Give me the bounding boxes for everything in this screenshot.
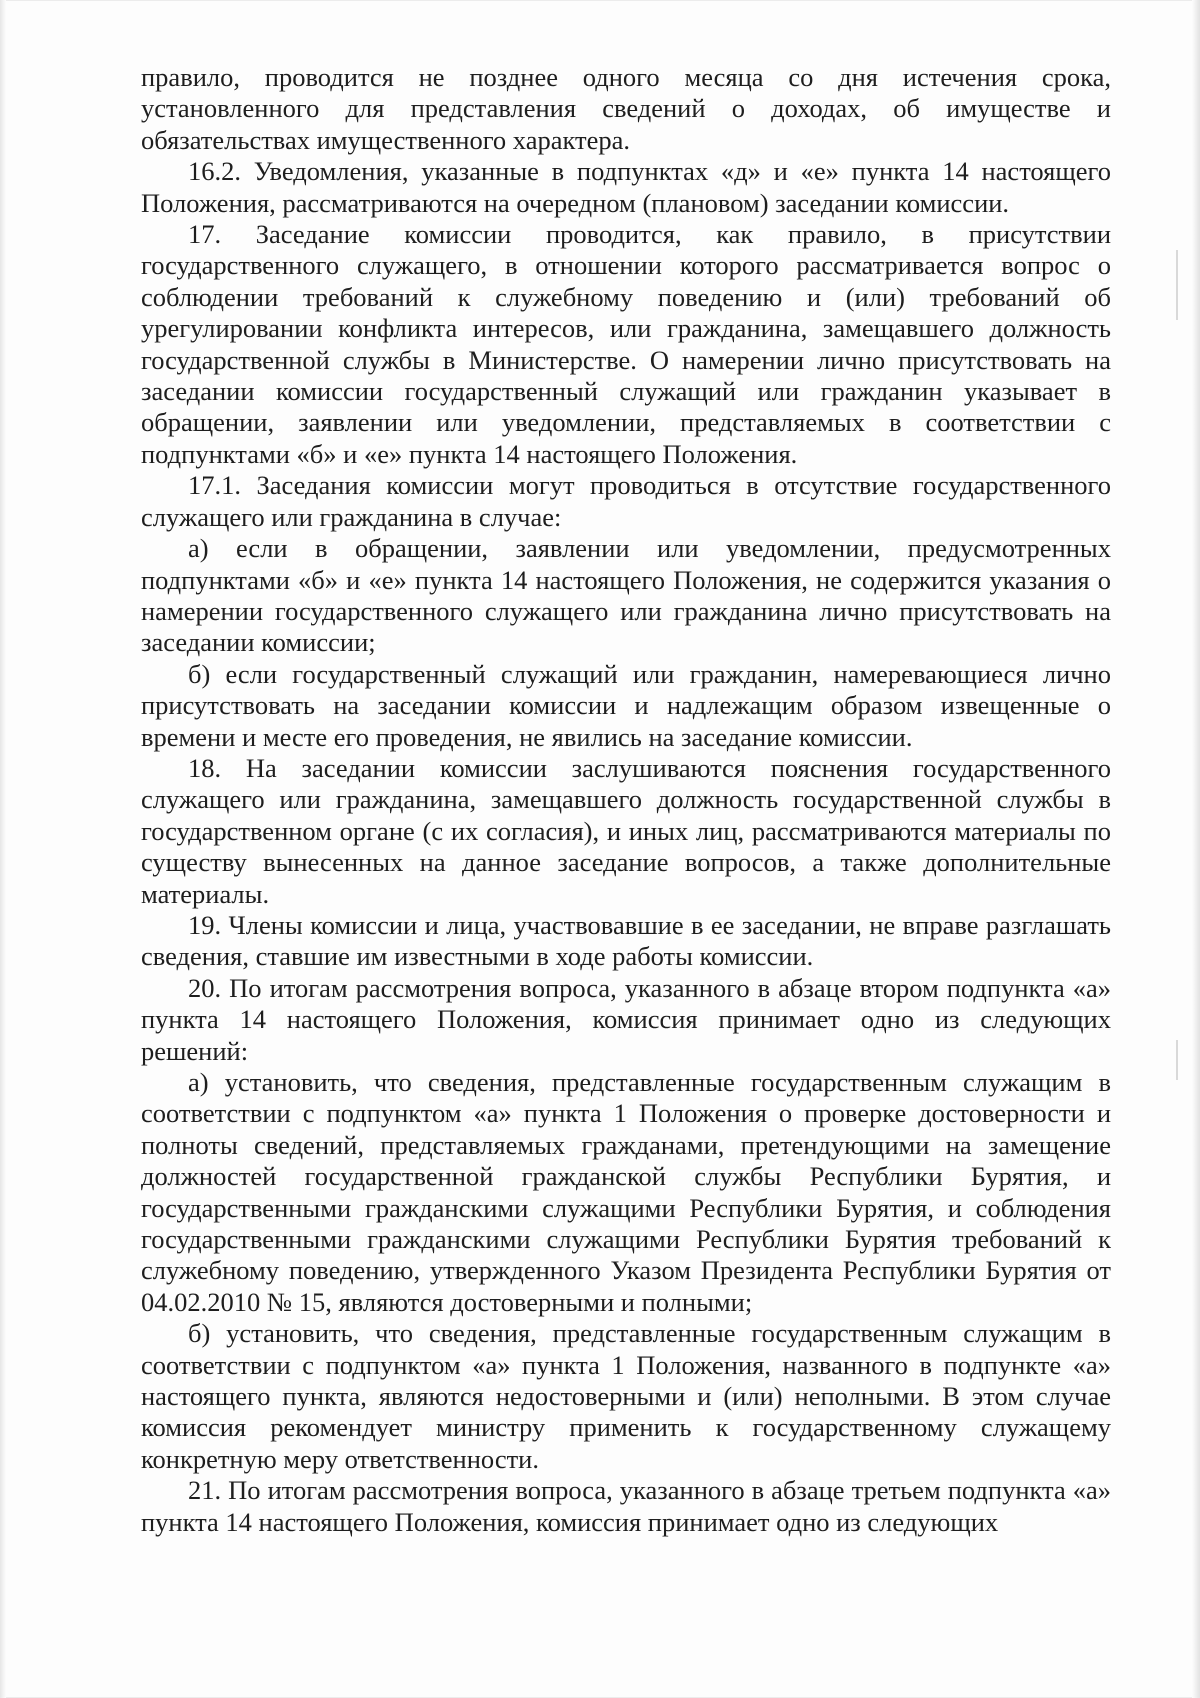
paragraph-continuation: правило, проводится не позднее одного месяца со дня истечения срока, установленного для представления сведений о доходах, об имуществе и обязательствах имущественного характера. [141,62,1111,155]
paragraph-18: 18. На заседании комиссии заслушиваются пояснения государственного служащего или гражданина, замещавшего должность государственной службы в государственном органе (с их согласия), и иных лиц, рассматриваются материалы по существу вынесенных на данное заседание вопросов, а также дополнительные материалы. [141,752,1111,909]
paragraph-17-1: 17.1. Заседания комиссии могут проводиться в отсутствие государственного служащего или гражданина в случае: [141,470,1111,532]
scan-margin-mark [1176,1040,1178,1080]
paragraph-20-a: а) установить, что сведения, представленные государственным служащим в соответствии с подпунктом «а» пункта 1 Положения о проверке достоверности и полноты сведений, представляемых гражданами, претендующими на замещение должностей государственной гражданской службы Республики Бурятия, и государственными гражданскими служащими Республики Бурятия, и соблюдения государственными гражданскими служащими Республики Бурятия требований к служебному поведению, утвержденного Указом Президента Республики Бурятия от 04.02.2010 № 15, являются достоверными и полными; [141,1067,1111,1317]
document-body [141,62,1111,1538]
paragraph-21: 21. По итогам рассмотрения вопроса, указанного в абзаце третьем подпункта «а» пункта 14 настоящего Положения, комиссия принимает одно из следующих [141,1475,1111,1537]
paragraph-17-1-b: б) если государственный служащий или гражданин, намеревающиеся лично присутствовать на заседании комиссии и надлежащим образом извещенные о времени и месте его проведения, не явились на заседание комиссии. [141,658,1111,752]
scan-edge-right [1192,0,1200,1698]
scan-edge-left [0,0,6,1698]
paragraph-16-2: 16.2. Уведомления, указанные в подпунктах «д» и «е» пункта 14 настоящего Положения, рассматриваются на очередном (плановом) заседании комиссии. [141,156,1111,218]
paragraph-19: 19. Члены комиссии и лица, участвовавшие в ее заседании, не вправе разглашать сведения, ставшие им известными в ходе работы комиссии. [141,909,1111,972]
paragraph-20-b: б) установить, что сведения, представленные государственным служащим в соответствии с подпунктом «а» пункта 1 Положения, названного в подпункте «а» настоящего пункта, являются недостоверными и (или) неполными. В этом случае комиссия рекомендует министру применить к государственному служащему конкретную меру ответственности. [141,1318,1111,1474]
paragraph-20: 20. По итогам рассмотрения вопроса, указанного в абзаце втором подпункта «а» пункта 14 настоящего Положения, комиссия принимает одно из следующих решений: [141,972,1111,1066]
paragraph-17-1-a: а) если в обращении, заявлении или уведомлении, предусмотренных подпунктами «б» и «е» пункта 14 настоящего Положения, не содержится указания о намерении государственного служащего или гражданина лично присутствовать на заседании комиссии; [141,533,1111,658]
paragraph-17: 17. Заседание комиссии проводится, как правило, в присутствии государственного служащего, в отношении которого рассматривается вопрос о соблюдении требований к служебному поведению и (или) требований об урегулировании конфликта интересов, или гражданина, замещавшего должность государственной службы в Министерстве. О намерении лично присутствовать на заседании комиссии государственный служащий или гражданин указывает в обращении, заявлении или уведомлении, представляемых в соответствии с подпунктами «б» и «е» пункта 14 настоящего Положения. [141,219,1111,469]
scan-margin-mark [1176,250,1178,320]
